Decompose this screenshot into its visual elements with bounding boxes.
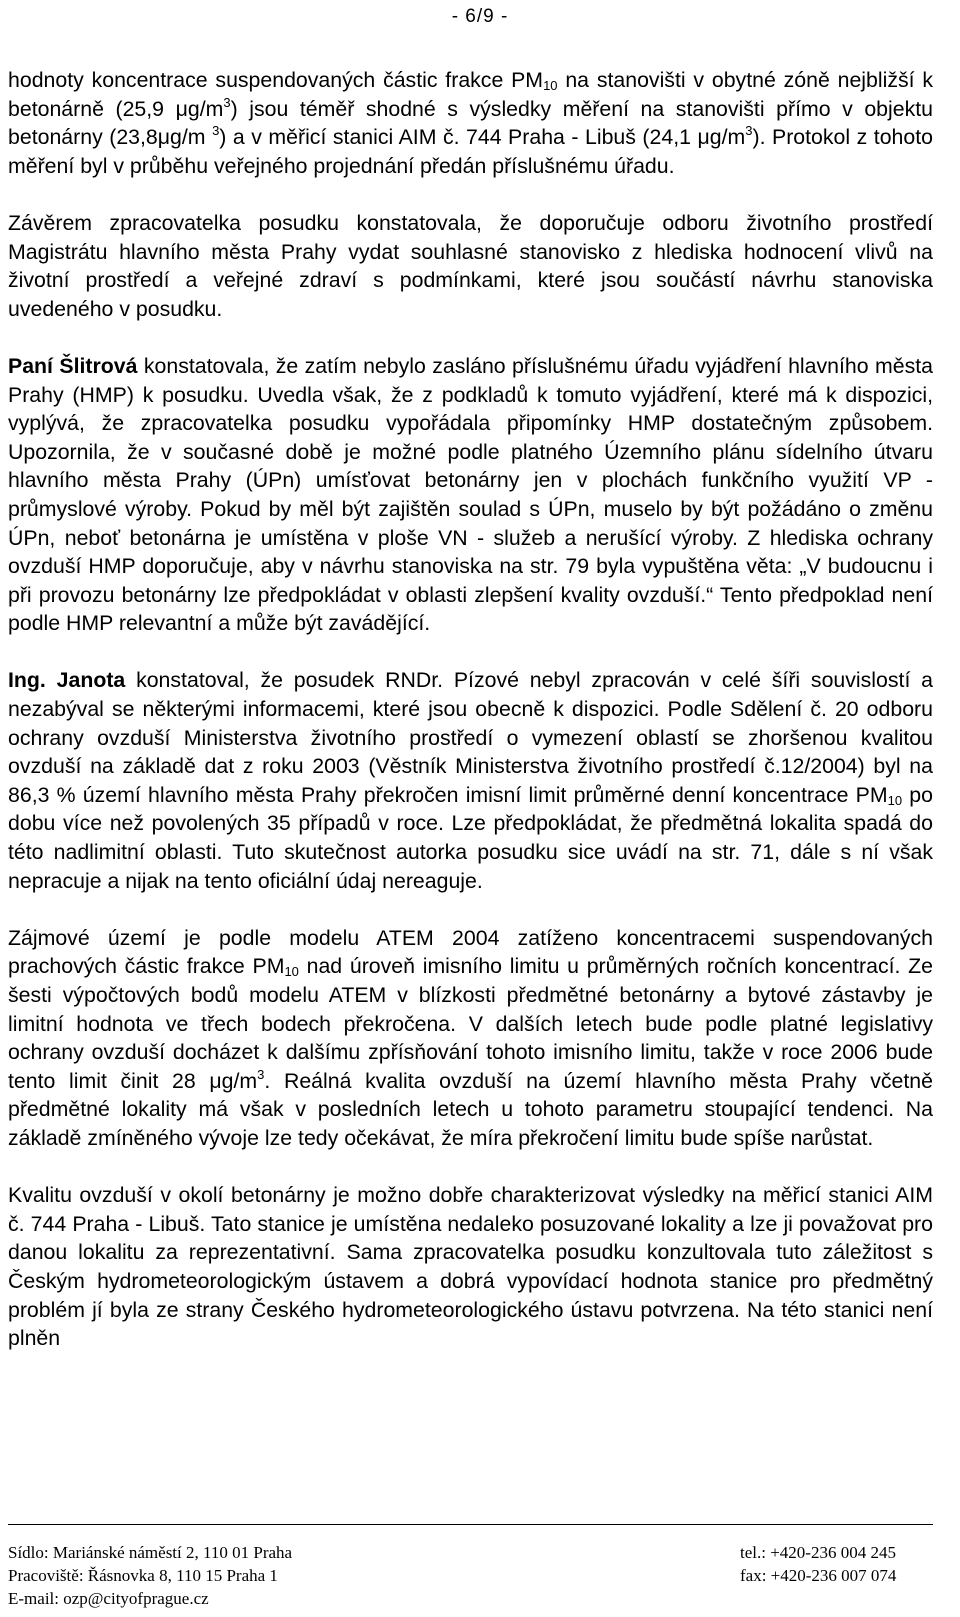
footer-email: E-mail: ozp@cityofprague.cz [8, 1589, 209, 1608]
paragraph [8, 66, 933, 180]
text-run: . Reálná kvalita ovzduší na území hlavního města Prahy včetně předmětné lokality má však v posledních letech u tohoto parametru stoupající tendenci. Na základě zmíněného vývoje lze tedy očekávat, že míra překročení limitu bude spíše narůstat. [8, 1068, 933, 1150]
text-run: ) jsou téměř shodné s výsledky měření na stanovišti přímo v objektu betonárny (23,8μg/m [8, 96, 934, 150]
superscript: 3 [223, 94, 231, 110]
footer-seat-address: Sídlo: Mariánské náměstí 2, 110 01 Praha [8, 1543, 293, 1562]
superscript: 3 [745, 123, 753, 139]
footer-contact-block [740, 1541, 940, 1587]
text-run: po dobu více než povolených 35 případů v roce. Lze předpokládat, že předmětná lokalita spadá do této nadlimitní oblasti. Tuto skutečnost autorka posudku sice uvádí na str. 71, dále s ní však nepracuje a nijak na tento oficiální údaj nereaguje. [8, 782, 933, 893]
superscript: 3 [212, 123, 220, 139]
footer-divider [8, 1524, 933, 1525]
subscript: 10 [887, 792, 903, 808]
speaker-name: Paní Šlitrová [8, 353, 138, 378]
subscript: 10 [284, 964, 299, 980]
text-run: konstatoval, že posudek RNDr. Pízové nebyl zpracován v celé šíři souvislostí a nezabýval se některými informacemi, které jsou obecně k dispozici. Podle Sdělení č. 20 odboru ochrany ovzduší Ministerstva životního prostředí o vymezení oblastí se zhoršenou kvalitou ovzduší na základě dat z roku 2003 (Věstník Ministerstva životního prostředí č.12/2004) byl na 86,3 % území hlavního města Prahy překročen imisní limit průměrné denní koncentrace PM [8, 668, 933, 807]
body-text [8, 66, 933, 1353]
text-run: na stanovišti v obytné zóně nejbližší k betonárně (25,9 μg/m [8, 68, 933, 121]
speaker-name: Ing. Janota [8, 668, 126, 693]
text-run: ) a v měřicí stanici AIM č. 744 Praha - Libuš (24,1 μg/m [219, 125, 746, 150]
paragraph [8, 209, 933, 323]
text-run: nad úroveň imisního limitu u průměrných ročních koncentrací. Ze šesti výpočtových bodů modelu ATEM v blízkosti předmětné betonárny a bytové zástavby je limitní hodnota ve třech bodech překročena. V dalších letech bude podle platné legislativy ochrany ovzduší docházet k dalšímu zpřísňování tohoto imisního limitu, takže v roce 2006 bude tento limit činit 28 μg/m [8, 954, 933, 1093]
text-run: Kvalitu ovzduší v okolí betonárny je možno dobře charakterizovat výsledky na měřicí stanici AIM č. 744 Praha - Libuš. Tato stanice je umístěna nedaleko posuzované lokality a lze ji považovat pro danou lokalitu za reprezentativní. Sama zpracovatelka posudku konzultovala tuto záležitost s Českým hydrometeorologickým ústavem a dobrá vypovídací hodnota stanice pro předmětný problém jí byla ze strany Českého hydrometeorologického ústavu potvrzena. Na této stanici není plněn [8, 1183, 933, 1351]
subscript: 10 [543, 78, 558, 93]
footer-address-block [8, 1541, 508, 1610]
text-run: konstatovala, že zatím nebylo zasláno příslušnému úřadu vyjádření hlavního města Prahy (HMP) k posudku. Uvedla však, že z podkladů k tomuto vyjádření, které má k dispozici, vyplývá, že zpracovatelka posudku vypořádala připomínky HMP dostatečným způsobem. Upozornila, že v současné době je možné podle platného Územního plánu sídelního útvaru hlavního města Prahy (ÚPn) umísťovat betonárny jen v plochách funkčního využití VP - průmyslové výroby. Pokud by měl být zajištěn soulad s ÚPn, muselo by být požádáno o změnu ÚPn, neboť betonárna je umístěna v ploše VN - služeb a nerušící výroby. Z hlediska ochrany ovzduší HMP doporučuje, aby v návrhu stanoviska na str. 79 byla vypuštěna věta: „V budoucnu i při provozu betonárny lze předpokládat v oblasti zlepšení kvality ovzduší.“ Tento předpoklad není podle HMP relevantní a může být zavádějící. [8, 353, 933, 636]
text-run: ). Protokol z tohoto měření byl v průběhu veřejného projednání předán příslušnému úřadu. [8, 125, 934, 178]
page-number: - 6/9 - [451, 6, 509, 27]
footer-phone: tel.: +420-236 004 245 [740, 1543, 896, 1562]
paragraph [8, 352, 933, 638]
text-run: Zájmové území je podle modelu ATEM 2004 zatíženo koncentracemi suspendovaných prachových částic frakce PM [8, 925, 933, 979]
text-run: Závěrem zpracovatelka posudku konstatovala, že doporučuje odboru životního prostředí Magistrátu hlavního města Prahy vydat souhlasné stanovisko z hlediska hodnocení vlivů na životní prostředí a veřejné zdraví s podmínkami, které jsou součástí návrhu stanoviska uvedeného v posudku. [8, 210, 933, 321]
paragraph [8, 924, 933, 1153]
superscript: 3 [257, 1066, 265, 1082]
paragraph [8, 666, 933, 895]
footer-office-address: Pracoviště: Řásnovka 8, 110 15 Praha 1 [8, 1566, 278, 1585]
paragraph [8, 1181, 933, 1353]
footer-fax: fax: +420-236 007 074 [740, 1566, 897, 1585]
text-run: hodnoty koncentrace suspendovaných částic frakce PM [8, 68, 544, 92]
